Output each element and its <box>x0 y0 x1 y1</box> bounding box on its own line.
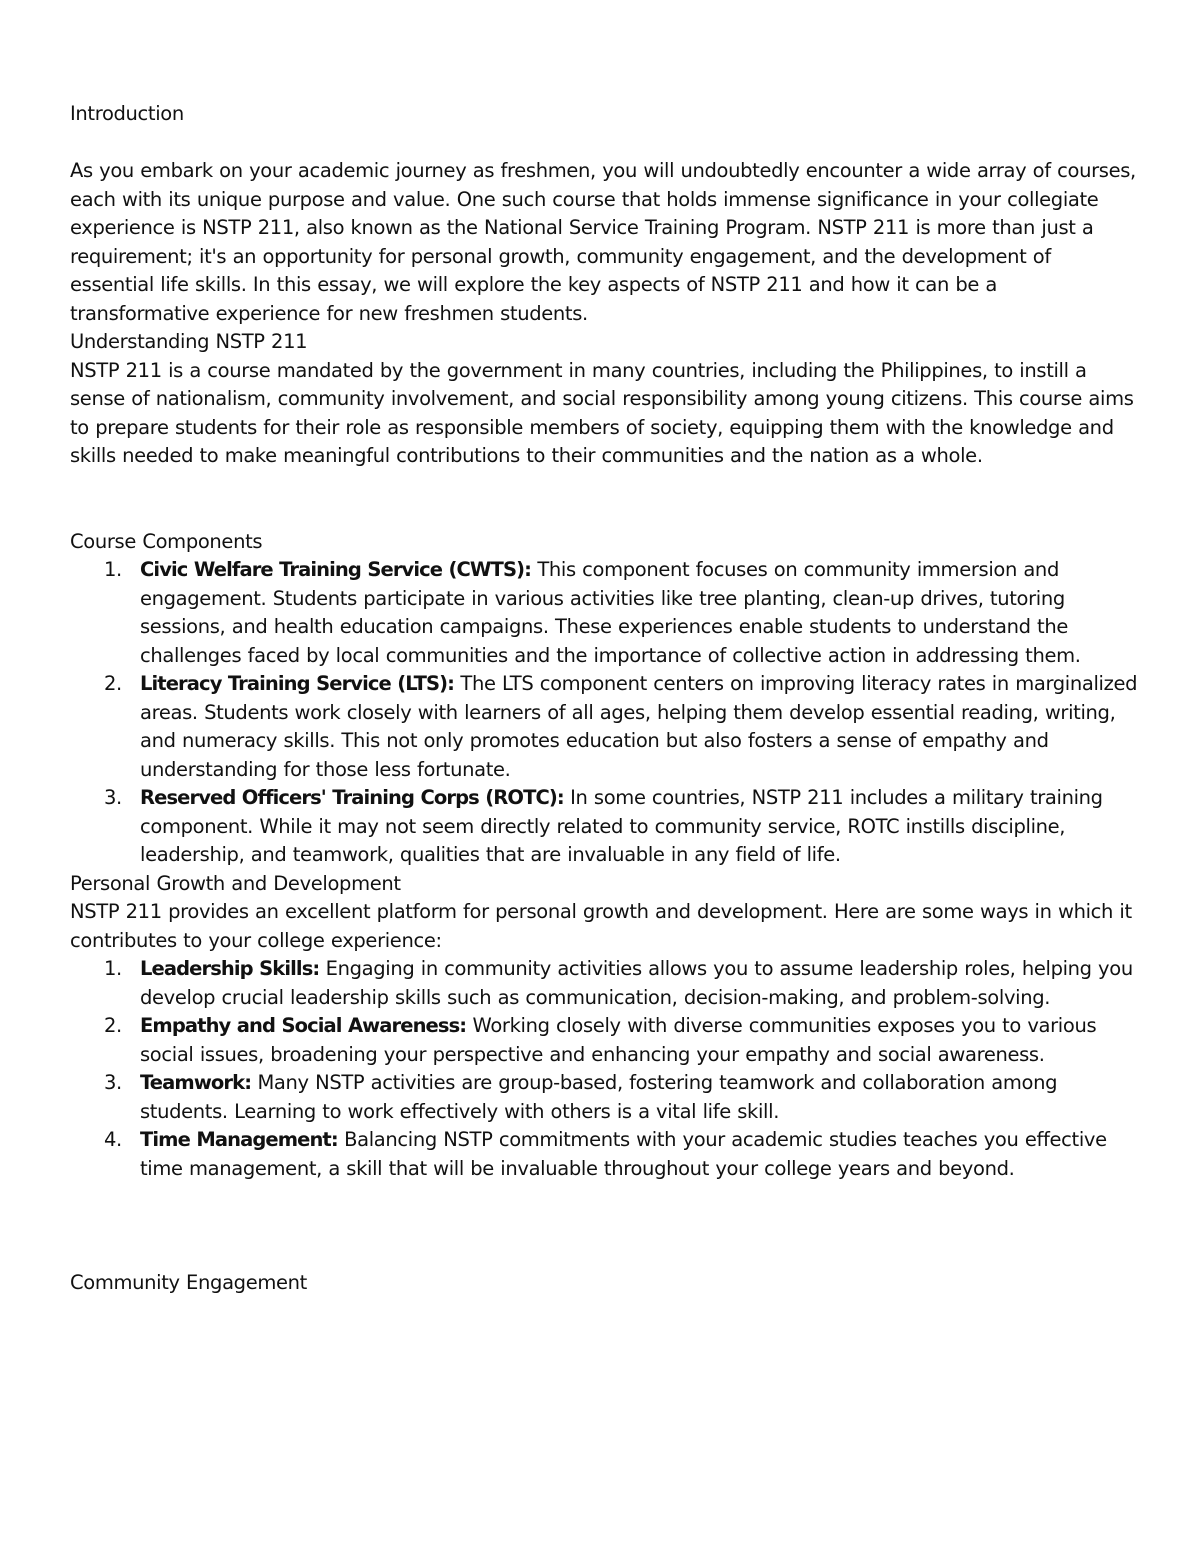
list-number: 3. <box>104 786 122 809</box>
intro-heading: Introduction <box>70 102 184 125</box>
understanding-paragraph: NSTP 211 is a course mandated by the government in many countries, including the Philippines, to instill a sense of nationalism, community involvement, and social responsibility among young citizens. This course aims to prepare students for their role as responsible members of society, equipping them with the knowledge and skills needed to make meaningful contributions to their communities and the nation as a whole. <box>70 358 1134 467</box>
components-list <box>70 556 1140 870</box>
list-item-text: Working closely with diverse communities exposes you to various social issues, broadening your perspective and enhancing your empathy and social awareness. <box>140 1014 1097 1066</box>
list-item <box>70 1126 1140 1183</box>
intro-paragraph: As you embark on your academic journey as freshmen, you will undoubtedly encounter a wide array of courses, each with its unique purpose and value. One such course that holds immense significance in your collegiate experience is NSTP 211, also known as the National Service Training Program. NSTP 211 is more than just a requirement; it's an opportunity for personal growth, community engagement, and the development of essential life skills. In this essay, we will explore the key aspects of NSTP 211 and how it can be a transformative experience for new freshmen students. <box>70 159 1136 325</box>
growth-heading: Personal Growth and Development <box>70 871 401 895</box>
list-number: 4. <box>104 1128 122 1151</box>
list-number: 1. <box>104 957 122 980</box>
list-number: 3. <box>104 1071 122 1094</box>
components-heading: Course Components <box>70 529 263 553</box>
list-item <box>70 1012 1140 1069</box>
blank-lines <box>70 471 1140 528</box>
list-item-text: The LTS component centers on improving literacy rates in marginalized areas. Students work closely with learners of all ages, helping them develop essential reading, writing, and numeracy skills. This not only promotes education but also fosters a sense of empathy and understanding for those less fortunate. <box>140 672 1138 781</box>
list-item-text: Balancing NSTP commitments with your academic studies teaches you effective time management, a skill that will be invaluable throughout your college years and beyond. <box>140 1128 1107 1180</box>
list-number: 2. <box>104 672 122 695</box>
community-heading: Community Engagement <box>70 1270 307 1294</box>
list-item-title: Civic Welfare Training Service (CWTS): <box>140 558 531 581</box>
list-item-title: Teamwork: <box>140 1071 252 1094</box>
growth-list <box>70 955 1140 1183</box>
document-page <box>70 100 1140 1297</box>
list-item <box>70 955 1140 1012</box>
list-item <box>70 784 1140 870</box>
list-item-title: Literacy Training Service (LTS): <box>140 672 455 695</box>
blank-line <box>70 129 1140 158</box>
list-item-text: Engaging in community activities allows you to assume leadership roles, helping you develop crucial leadership skills such as communication, decision-making, and problem-solving. <box>140 957 1133 1009</box>
blank-lines <box>70 1183 1140 1269</box>
list-item-title: Empathy and Social Awareness: <box>140 1014 467 1037</box>
list-number: 2. <box>104 1014 122 1037</box>
list-item <box>70 670 1140 784</box>
list-item-title: Leadership Skills: <box>140 957 320 980</box>
growth-paragraph: NSTP 211 provides an excellent platform for personal growth and development. Here are some ways in which it contributes to your college experience: <box>70 900 1132 952</box>
list-item-title: Time Management: <box>140 1128 338 1151</box>
list-item <box>70 1069 1140 1126</box>
list-item-text: Many NSTP activities are group-based, fostering teamwork and collaboration among students. Learning to work effectively with others is a vital life skill. <box>140 1071 1058 1123</box>
understanding-heading: Understanding NSTP 211 <box>70 330 308 353</box>
list-number: 1. <box>104 558 122 581</box>
list-item-text: In some countries, NSTP 211 includes a military training component. While it may not seem directly related to community service, ROTC instills discipline, leadership, and teamwork, qualities that are invaluable in any field of life. <box>140 786 1103 866</box>
list-item-title: Reserved Officers' Training Corps (ROTC): <box>140 786 564 809</box>
list-item-text: This component focuses on community immersion and engagement. Students participate in various activities like tree planting, clean-up drives, tutoring sessions, and health education campaigns. These experiences enable students to understand the challenges faced by local communities and the importance of collective action in addressing them. <box>140 558 1081 667</box>
list-item <box>70 556 1140 670</box>
